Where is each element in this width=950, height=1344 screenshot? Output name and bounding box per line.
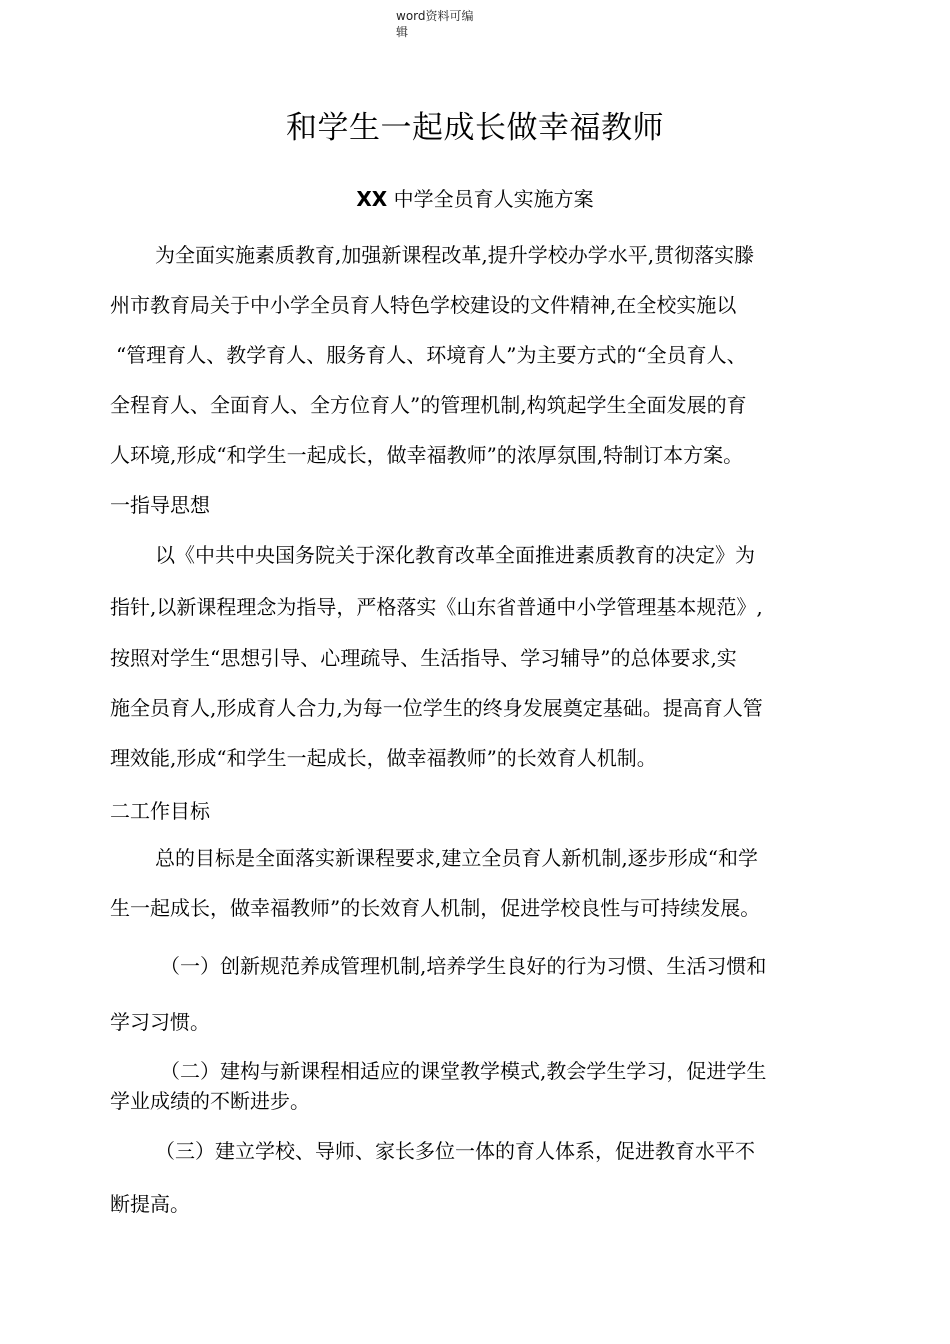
subtitle-text: 中学全员育人实施方案: [393, 187, 594, 211]
header-note-line-1: word资料可编: [396, 9, 474, 23]
subtitle-prefix: XX: [356, 187, 388, 211]
paragraph-1-line: 人环境,形成“和学生一起成长，做幸福教师”的浓厚氛围,特制订本方案。: [110, 443, 744, 467]
header-note: [396, 8, 496, 40]
paragraph-2-line: 指针,以新课程理念为指导，严格落实《山东省普通中小学管理基本规范》,: [110, 595, 763, 619]
paragraph-1-line: 全程育人、全面育人、全方位育人”的管理机制,构筑起学生全面发展的育: [110, 393, 747, 417]
paragraph-2-line: 以《中共中央国务院关于深化教育改革全面推进素质教育的决定》为: [155, 543, 755, 567]
paragraph-2-line: 理效能,形成“和学生一起成长，做幸福教师”的长效育人机制。: [110, 746, 657, 770]
document-title: 和学生一起成长做幸福教师: [286, 110, 664, 146]
paragraph-3-line: 总的目标是全面落实新课程要求,建立全员育人新机制,逐步形成“和学: [155, 846, 758, 870]
goal-1-line: （一）创新规范养成管理机制,培养学生良好的行为习惯、生活习惯和: [160, 954, 767, 978]
paragraph-2-line: 按照对学生“思想引导、心理疏导、生活指导、学习辅导”的总体要求,实: [110, 646, 737, 670]
section-heading-guiding-ideology: 一指导思想: [110, 493, 210, 517]
document-subtitle: [0, 185, 950, 213]
paragraph-1-line: 为全面实施素质教育,加强新课程改革,提升学校办学水平,贯彻落实滕: [155, 243, 755, 267]
paragraph-1-line: “管理育人、教学育人、服务育人、环境育人”为主要方式的“全员育人、: [116, 343, 747, 367]
paragraph-1-line: 州市教育局关于中小学全员育人特色学校建设的文件精神,在全校实施以: [110, 293, 737, 317]
header-note-line-2: 辑: [396, 25, 409, 39]
goal-2-line: （二）建构与新课程相适应的课堂教学模式,教会学生学习，促进学生: [160, 1059, 767, 1083]
goal-1-line: 学习习惯。: [110, 1010, 210, 1034]
goal-2-line: 学业成绩的不断进步。: [110, 1089, 310, 1113]
paragraph-3-line: 生一起成长，做幸福教师”的长效育人机制，促进学校良性与可持续发展。: [110, 896, 761, 920]
section-heading-work-goals: 二工作目标: [110, 799, 210, 823]
goal-3-line: （三）建立学校、导师、家长多位一体的育人体系，促进教育水平不: [155, 1139, 755, 1163]
goal-3-line: 断提高。: [110, 1192, 190, 1216]
paragraph-2-line: 施全员育人,形成育人合力,为每一位学生的终身发展奠定基础。提高育人管: [110, 696, 763, 720]
